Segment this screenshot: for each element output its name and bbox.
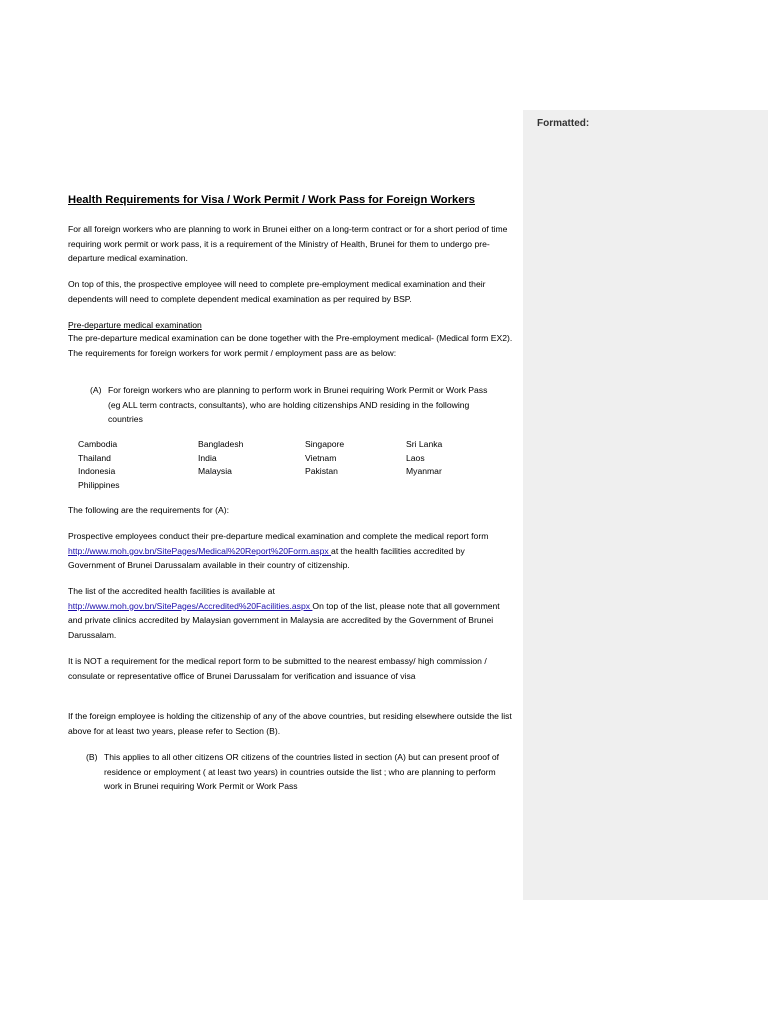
accredited-facilities-link[interactable]: http://www.moh.gov.bn/SitePages/Accredited%20Facilities.aspx — [68, 600, 313, 611]
list-text: The list of the accredited health facilities is available at — [68, 586, 275, 596]
prospective-text: Prospective employees conduct their pre-departure medical examination and complete the medical report form — [68, 531, 489, 541]
country-cell: Bangladesh — [198, 439, 244, 449]
country-cell: Indonesia — [78, 466, 116, 476]
list-paragraph — [68, 584, 513, 642]
medical-report-form-link[interactable]: http://www.moh.gov.bn/SitePages/Medical%20Report%20Form.aspx — [68, 545, 332, 556]
list-text-end: On top of the list, please note that all government and private clinics accredited by Malaysian government in Malaysia are accredited by the Government of Brunei Darussalam. — [68, 600, 500, 640]
list-marker-b: (B) — [86, 752, 98, 762]
list-text-a: For foreign workers who are planning to perform work in Brunei requiring Work Permit or Work Pass (eg ALL term contracts, consultants), who are holding citizenships AND residing in the following countries — [108, 385, 488, 424]
country-cell: Malaysia — [198, 466, 232, 476]
country-cell: Myanmar — [406, 466, 442, 476]
if-foreign-paragraph: If the foreign employee is holding the citizenship of any of the above countries, but residing elsewhere outside the list above for at least two years, please refer to Section (B). — [68, 711, 512, 736]
country-cell: Philippines — [78, 479, 120, 490]
country-cell: India — [198, 452, 217, 463]
on-top-paragraph: On top of this, the prospective employee will need to complete pre-employment medical examination and their dependents will need to complete dependent medical examination as per required by BSP. — [68, 279, 486, 304]
country-cell: Sri Lanka — [406, 439, 443, 449]
country-cell: Thailand — [78, 452, 111, 463]
prospective-text-end: at the health facilities accredited by Government of Brunei Darussalam available in their country of citizenship. — [68, 545, 465, 570]
prospective-paragraph — [68, 529, 513, 573]
section-heading: Pre-departure medical examination — [68, 320, 202, 330]
comment-label: Formatted: — [537, 118, 590, 129]
country-cell: Laos — [406, 452, 425, 463]
country-cell: Singapore — [305, 439, 345, 449]
list-marker-a: (A) — [90, 385, 102, 395]
list-text-b: This applies to all other citizens OR citizens of the countries listed in section (A) but can present proof of residence or employment ( at least two years) in countries outside the list ; who are planning to perform work in Brunei requiring Work Permit or Work Pass — [104, 752, 500, 791]
page-title: Health Requirements for Visa / Work Permit / Work Pass for Foreign Workers — [68, 194, 476, 206]
following-paragraph: The following are the requirements for (A): — [68, 505, 229, 515]
intro-paragraph: For all foreign workers who are planning to work in Brunei either on a long-term contract or for a short period of time requiring work permit or work pass, it is a requirement of the Ministry of Health, Brunei for them to undergo pre-departure medical examination. — [68, 224, 508, 263]
country-cell: Vietnam — [305, 452, 337, 463]
not-requirement-paragraph: It is NOT a requirement for the medical report form to be submitted to the nearest embassy/ high commission / consulate or representative office of Brunei Darussalam for verification and issuance of visa — [68, 656, 487, 681]
comment-pane — [523, 110, 768, 900]
country-cell: Cambodia — [78, 439, 118, 449]
country-cell: Pakistan — [305, 466, 338, 476]
section-text: The pre-departure medical examination can be done together with the Pre-employment medical- (Medical form EX2). The requirements for foreign workers for work permit / employment pass are as below: — [68, 333, 513, 358]
